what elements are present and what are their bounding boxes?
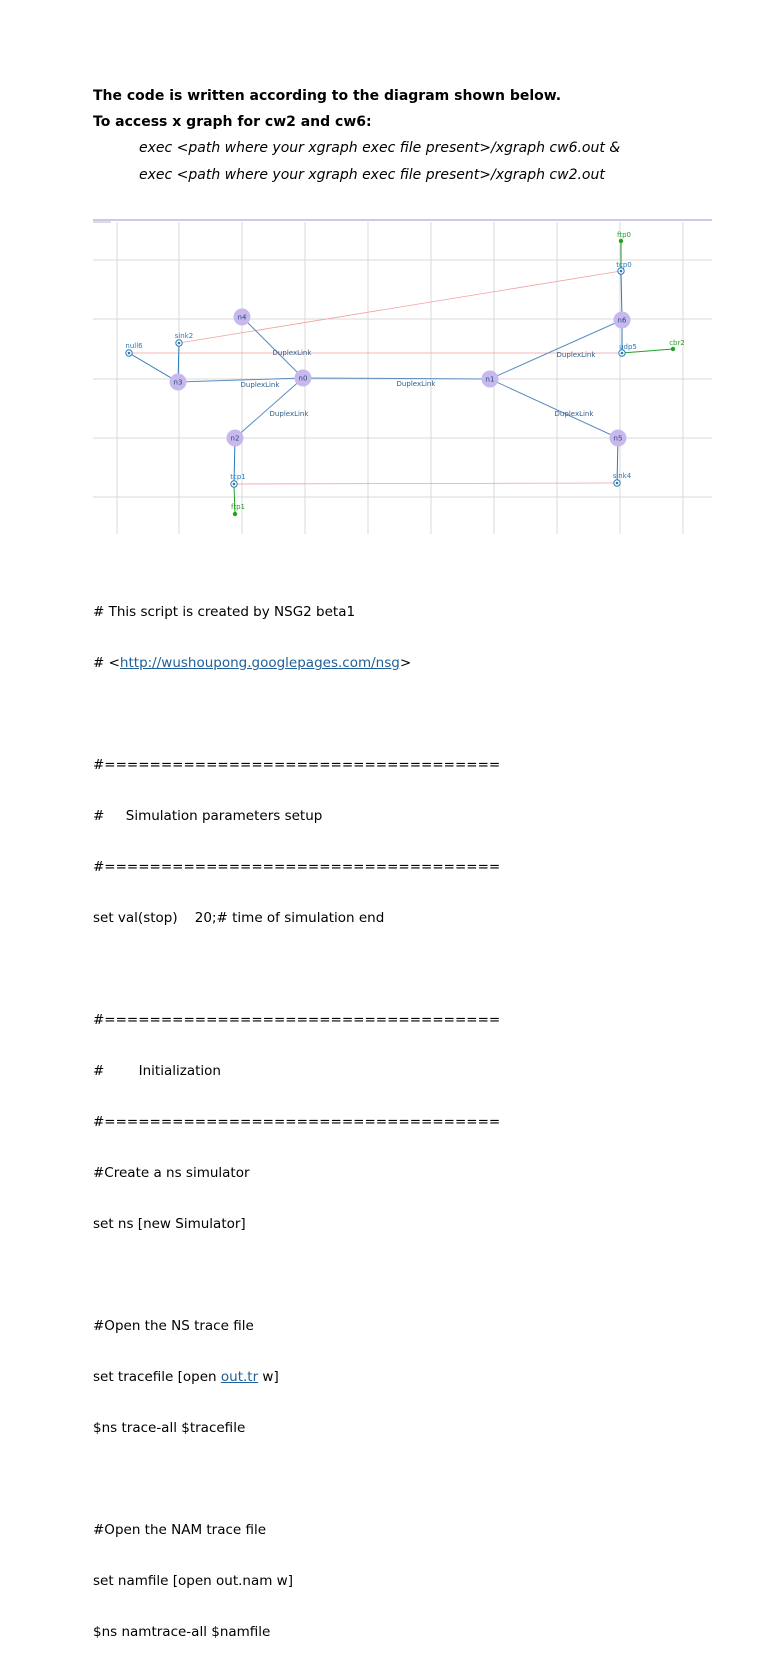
agent-tcp0-label: tcp0 [616, 261, 632, 269]
code-section-init: # Initialization [93, 1063, 221, 1079]
link-label-n1-n6: DuplexLink [556, 351, 596, 359]
link-label-n3-n0: DuplexLink [240, 381, 280, 389]
app-cbr2-label: cbr2 [669, 339, 685, 347]
node-n5 [610, 430, 627, 447]
connection-tcp0-sink2 [179, 271, 621, 343]
connection-tcp1-sink4 [234, 483, 617, 484]
node-n4 [234, 309, 251, 326]
code-nam-trace-all: $ns namtrace-all $namfile [93, 1624, 271, 1640]
agent-sink2-label: sink2 [174, 332, 194, 340]
tcl-code-block [93, 570, 500, 1658]
code-nam-comment: #Open the NAM trace file [93, 1522, 267, 1538]
node-n1-label: n1 [485, 375, 495, 384]
agent-udp5-label: udp5 [619, 343, 637, 351]
network-topology-diagram [93, 214, 712, 534]
nsg-homepage-link[interactable]: http://wushoupong.googlepages.com/nsg [119, 655, 400, 671]
link-label-n4-n0: DuplexLink [272, 349, 312, 357]
code-create-comment: #Create a ns simulator [93, 1165, 250, 1181]
node-n5-label: n5 [613, 434, 623, 443]
link-n1-n6 [490, 320, 622, 379]
link-label-n0-n2: DuplexLink [269, 410, 309, 418]
code-trace-all: $ns trace-all $tracefile [93, 1420, 246, 1436]
node-n2 [227, 430, 244, 447]
trace-file-link[interactable]: out.tr [220, 1369, 259, 1385]
link-label-n1-n5: DuplexLink [554, 410, 594, 418]
code-create-cmd: set ns [new Simulator] [93, 1216, 246, 1232]
node-n0-label: n0 [298, 374, 308, 383]
duplex-links [178, 317, 622, 438]
agent-sink4-label: sink4 [612, 472, 632, 480]
transport-connections [129, 271, 622, 484]
app-ftp1 [233, 512, 237, 516]
app-ftp1-label: ftp1 [231, 503, 245, 511]
xgraph-command-cw6: exec <path where your xgraph exec file present>/xgraph cw6.out & [139, 140, 621, 156]
xgraph-command-cw2: exec <path where your xgraph exec file present>/xgraph cw2.out [139, 167, 605, 183]
link-label-n0-n1: DuplexLink [396, 380, 436, 388]
code-trace-open: set tracefile [open out.tr w] [93, 1369, 279, 1385]
node-n0 [295, 370, 312, 387]
node-n2-label: n2 [230, 434, 240, 443]
code-section-sim-params: # Simulation parameters setup [93, 808, 323, 824]
app-cbr2 [671, 347, 675, 351]
code-separator: #=================================== [93, 859, 501, 875]
node-n4-label: n4 [237, 313, 247, 322]
node-n6 [614, 312, 631, 329]
code-nam-open: set namfile [open out.nam w] [93, 1573, 293, 1589]
link-n4-n0 [242, 317, 303, 378]
code-separator: #=================================== [93, 757, 501, 773]
node-n3 [170, 374, 187, 391]
app-ftp0-label: ftp0 [617, 231, 631, 239]
agent-null6-label: null6 [125, 342, 143, 350]
agent-tcp1-label: tcp1 [230, 473, 246, 481]
code-comment-created-by: # This script is created by NSG2 beta1 [93, 604, 356, 620]
agent-markers [126, 268, 625, 487]
code-separator: #=================================== [93, 1114, 501, 1130]
node-n6-label: n6 [617, 316, 627, 325]
link-n1-n5 [490, 379, 618, 438]
code-separator: #=================================== [93, 1012, 501, 1028]
node-n1 [482, 371, 499, 388]
agent-attachments [129, 271, 622, 484]
app-ftp0 [619, 239, 623, 243]
xgraph-heading: To access x graph for cw2 and cw6: [93, 114, 372, 130]
node-n3-label: n3 [173, 378, 183, 387]
code-comment-url-line: # <http://wushoupong.googlepages.com/nsg> [93, 655, 412, 671]
code-trace-comment: #Open the NS trace file [93, 1318, 254, 1334]
code-set-stop: set val(stop) 20;# time of simulation end [93, 910, 385, 926]
intro-heading: The code is written according to the diagram shown below. [93, 88, 562, 104]
